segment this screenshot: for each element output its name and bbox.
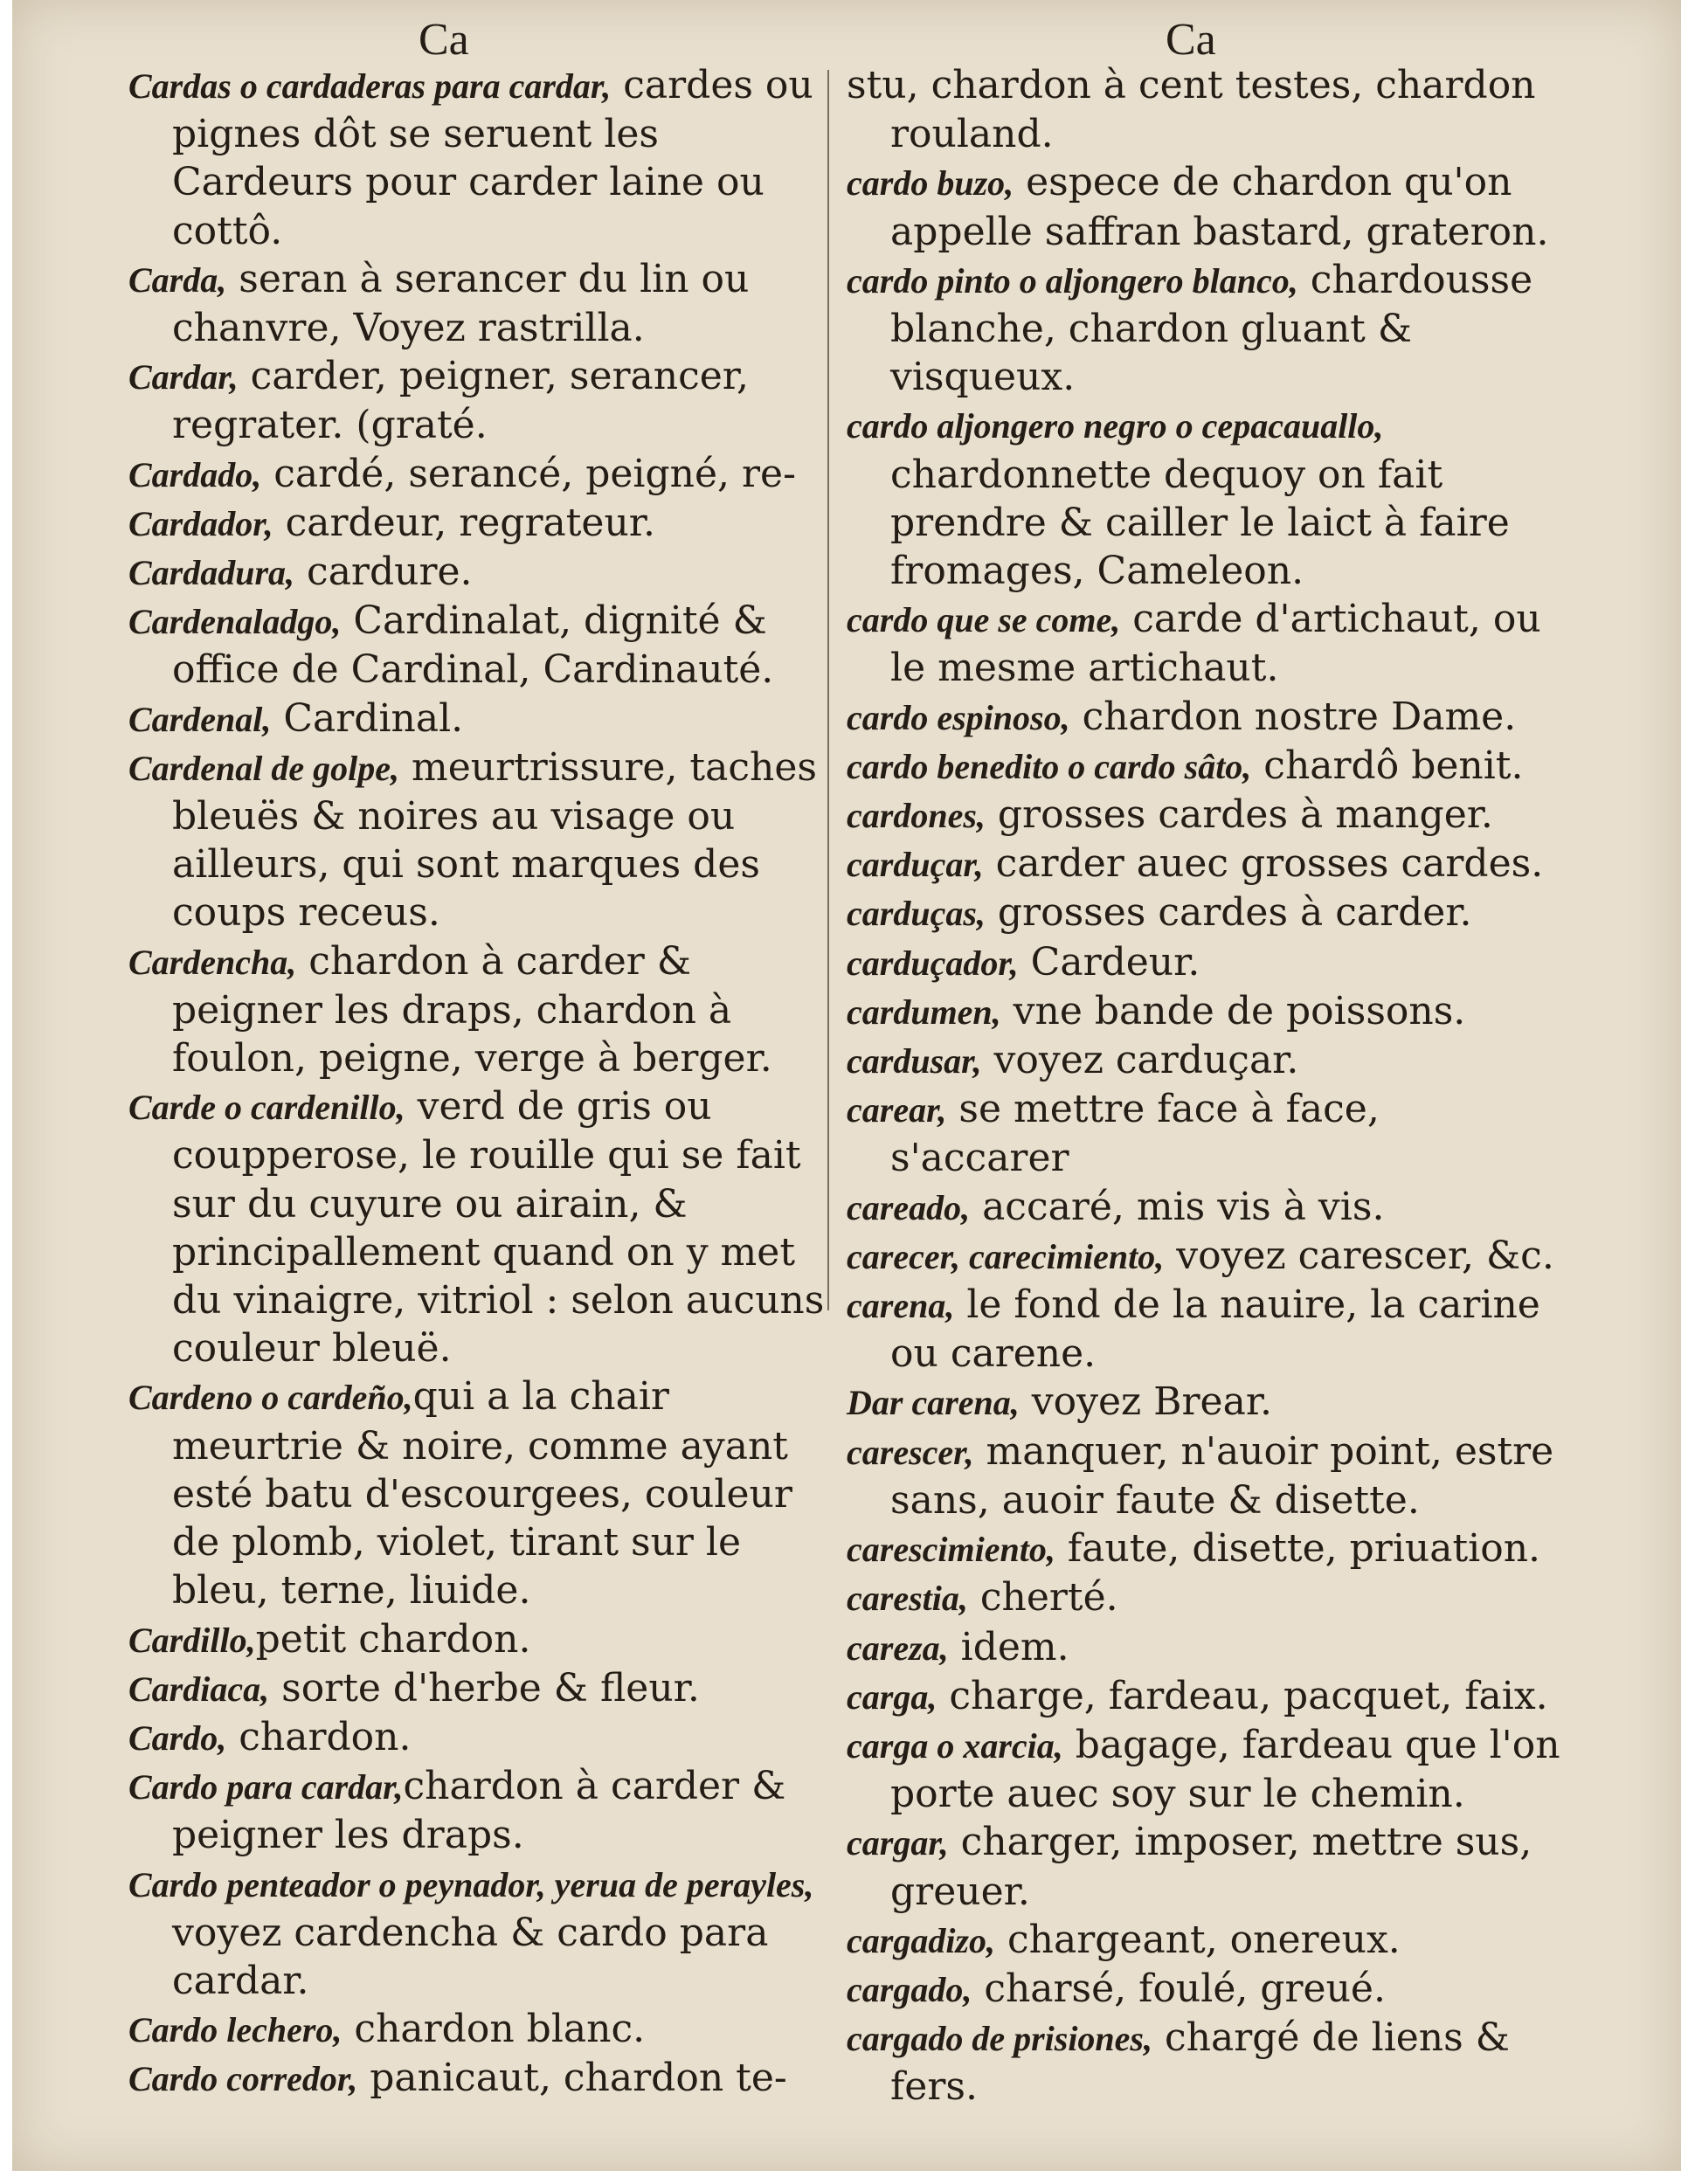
dictionary-entry (128, 1762, 845, 1859)
entry-term: carduçador, (847, 943, 1019, 983)
dictionary-entry (128, 352, 845, 449)
left-column (128, 61, 845, 2104)
entry-term: cargado, (847, 1969, 972, 2009)
dictionary-entry (128, 937, 845, 1083)
entry-definition: idem. (948, 1624, 1069, 1669)
entry-definition: qui a la chair meurtrie & noire, comme ayant esté batu d'escourgees, couleur de plomb, violet, tirant sur le bleu, terne, liuide. (172, 1374, 792, 1614)
dictionary-entry (847, 1672, 1563, 1721)
entry-term: Carde o cardenillo, (128, 1088, 405, 1128)
entry-definition: grosses cardes à carder. (985, 890, 1472, 936)
entry-definition: cardure. (294, 549, 473, 595)
entry-term: cardo buzo, (847, 163, 1014, 204)
entry-definition: carder auec grosses cardes. (983, 841, 1544, 887)
entry-term: cargadizo, (847, 1920, 995, 1960)
entry-definition: cherté. (967, 1575, 1118, 1621)
entry-definition: carder, peigner, serancer, regrater. (graté. (172, 354, 749, 448)
dictionary-entry (128, 499, 845, 548)
dictionary-entry (847, 888, 1563, 937)
dictionary-entry (847, 1036, 1563, 1085)
entry-definition: cardes ou pignes dôt se seruent les Cardeurs pour carder laine ou cottô. (172, 63, 813, 253)
entry-definition: grosses cardes à manger. (985, 792, 1493, 838)
entry-term: Cardadura, (128, 553, 295, 593)
entry-definition: le fond de la nauire, la carine ou carene. (890, 1282, 1540, 1377)
entry-definition: chardon à carder & peigner les draps. (172, 1764, 786, 1858)
entry-term: Cardo, (128, 1717, 227, 1758)
dictionary-entry (847, 1573, 1563, 1622)
dictionary-entry (847, 2014, 1563, 2111)
dictionary-entry (847, 1721, 1563, 1818)
entry-definition: voyez Brear. (1019, 1379, 1273, 1425)
entry-definition: Cardeur. (1018, 939, 1200, 985)
entry-definition: panicaut, chardon te- (357, 2056, 787, 2101)
entry-definition: sorte d'herbe & fleur. (269, 1665, 700, 1711)
dictionary-entry (847, 1281, 1563, 1378)
entry-term: Cardador, (128, 503, 273, 543)
entry-definition: accaré, mis vis à vis. (970, 1184, 1385, 1229)
entry-definition: Cardinalat, dignité & office de Cardinal, Cardinauté. (172, 598, 774, 693)
entry-definition: charge, fardeau, pacquet, faix. (937, 1673, 1548, 1718)
entry-definition: vne bande de poissons. (1000, 988, 1466, 1033)
entry-term: Cardiaca, (128, 1669, 270, 1709)
entry-definition: chardô benit. (1251, 743, 1524, 788)
dictionary-entry (847, 61, 1563, 158)
entry-term: carestia, (847, 1579, 968, 1619)
entry-term: cardo aljongero negro o cepacauallo, (847, 406, 1384, 446)
entry-term: Cardenal, (128, 699, 272, 739)
dictionary-entry (847, 256, 1563, 402)
entry-definition: cardeur, regrateur. (273, 500, 655, 545)
entry-term: Carda, (128, 259, 227, 300)
dictionary-entry (128, 597, 845, 694)
entry-definition: manquer, n'auoir point, estre sans, auoir faute & disette. (890, 1428, 1554, 1523)
entry-term: carecer, carecimiento, (847, 1236, 1165, 1276)
dictionary-entry (128, 695, 845, 743)
dictionary-entry (847, 1623, 1563, 1672)
dictionary-entry (847, 1378, 1563, 1427)
entry-term: careza, (847, 1628, 949, 1668)
entry-definition: espece de chardon qu'on appelle saffran bastard, grateron. (890, 160, 1549, 254)
entry-term: cardo espinoso, (847, 697, 1070, 737)
dictionary-entry (847, 840, 1563, 888)
entry-definition: voyez carduçar. (981, 1038, 1299, 1083)
entry-term: Cardo penteador o peynador, yerua de perayles, (128, 1864, 814, 1904)
entry-definition: faute, disette, priuation. (1055, 1526, 1541, 1572)
entry-term: cardones, (847, 796, 986, 836)
dictionary-page (12, 0, 1681, 2171)
entry-term: Cardo para cardar, (128, 1767, 404, 1807)
dictionary-entry (128, 743, 845, 937)
entry-definition: Cardinal. (271, 695, 464, 741)
entry-term: carga o xarcia, (847, 1725, 1063, 1766)
entry-term: careado, (847, 1187, 971, 1227)
entry-definition: chardon. (226, 1714, 412, 1759)
entry-term: Cardeno o cardeño, (128, 1378, 413, 1418)
entry-term: Cardenal de golpe, (128, 748, 399, 788)
dictionary-entry (128, 1713, 845, 1762)
entry-term: cardo benedito o cardo sâto, (847, 746, 1252, 786)
entry-definition: bagage, fardeau que l'on porte auec soy sur le chemin. (890, 1722, 1560, 1817)
entry-definition: se mettre face à face, s'accarer (890, 1087, 1380, 1181)
entry-definition: voyez cardencha & cardo para cardar. (172, 1910, 769, 2003)
entry-term: carena, (847, 1286, 955, 1326)
entry-definition: meurtrissure, taches bleuës & noires au visage ou ailleurs, qui sont marques des coups receus. (172, 744, 817, 936)
entry-definition: chardon blanc. (342, 2007, 646, 2052)
entry-definition: chardon à carder & peigner les draps, chardon à foulon, peigne, verge à berger. (172, 938, 772, 1082)
entry-term: Cardado, (128, 454, 262, 494)
dictionary-entry (128, 61, 845, 255)
entry-definition: chargé de liens & fers. (890, 2015, 1510, 2110)
entry-term: cargado de prisiones, (847, 2019, 1152, 2059)
dictionary-entry (847, 1818, 1563, 1915)
dictionary-entry (128, 1860, 845, 2006)
dictionary-entry (847, 938, 1563, 987)
entry-term: Cardo lechero, (128, 2010, 342, 2050)
dictionary-entry (128, 255, 845, 352)
dictionary-entry (128, 1372, 845, 1614)
entry-term: cardo pinto o aljongero blanco, (847, 260, 1298, 301)
dictionary-entry (847, 791, 1563, 840)
entry-definition: carde d'artichaut, ou le mesme artichaut. (890, 597, 1541, 691)
dictionary-entry (128, 2005, 845, 2054)
running-header-right: Ca (1166, 15, 1216, 65)
entry-term: carear, (847, 1090, 947, 1130)
dictionary-entry (128, 2054, 845, 2103)
entry-term: Cardas o cardaderas para cardar, (128, 66, 612, 106)
entry-term: cardo que se come, (847, 600, 1121, 640)
dictionary-entry (847, 595, 1563, 692)
dictionary-entry (847, 401, 1563, 595)
entry-term: Cardenaladgo, (128, 602, 342, 642)
entry-term: carescimiento, (847, 1530, 1055, 1570)
dictionary-entry (128, 1082, 845, 1372)
dictionary-entry (847, 1085, 1563, 1182)
entry-definition: charger, imposer, mettre sus, greuer. (890, 1820, 1532, 1914)
dictionary-entry (128, 1615, 845, 1664)
dictionary-entry (847, 693, 1563, 742)
entry-term: Cardo corredor, (128, 2059, 358, 2099)
running-header-left: Ca (419, 15, 469, 65)
entry-term: carduçar, (847, 845, 984, 885)
entry-term: Cardencha, (128, 942, 297, 982)
dictionary-entry (847, 158, 1563, 255)
entry-definition: chardousse blanche, chardon gluant & visqueux. (890, 257, 1533, 400)
entry-term: carduças, (847, 894, 986, 934)
entry-definition: voyez carescer, &c. (1164, 1233, 1554, 1278)
entry-definition: petit chardon. (255, 1616, 531, 1662)
entry-term: cardusar, (847, 1041, 982, 1082)
entry-term: Cardar, (128, 357, 239, 397)
entry-term: cargar, (847, 1823, 949, 1863)
entry-term: Cardillo, (128, 1620, 256, 1660)
dictionary-entry (847, 1232, 1563, 1281)
entry-term: carescer, (847, 1432, 974, 1472)
dictionary-entry (128, 1664, 845, 1713)
entry-definition: charsé, foulé, greué. (972, 1966, 1386, 2011)
dictionary-entry (847, 1524, 1563, 1573)
entry-definition: stu, chardon à cent testes, chardon rouland. (847, 63, 1536, 157)
entry-term: carga, (847, 1676, 937, 1717)
entry-term: cardumen, (847, 992, 1001, 1032)
right-column (847, 61, 1563, 2111)
dictionary-entry (128, 450, 845, 499)
dictionary-entry (847, 742, 1563, 791)
dictionary-entry (847, 987, 1563, 1036)
entry-definition: chargeant, onereux. (995, 1917, 1401, 1962)
entry-definition: cardé, serancé, peigné, re- (261, 451, 796, 496)
entry-definition: verd de gris ou coupperose, le rouille qui se fait sur du cuyure ou airain, & principallement quand on y met du vinaigre, vitriol : selon aucuns couleur bleuë. (172, 1084, 825, 1372)
column-divider (827, 70, 829, 1310)
dictionary-entry (847, 1427, 1563, 1524)
entry-definition: seran à serancer du lin ou chanvre, Voyez rastrilla. (172, 256, 750, 351)
dictionary-entry (847, 1916, 1563, 1965)
entry-definition: chardon nostre Dame. (1069, 694, 1517, 739)
dictionary-entry (847, 1183, 1563, 1232)
entry-term: Dar carena, (847, 1383, 1020, 1423)
dictionary-entry (847, 1965, 1563, 2014)
entry-definition: chardonnette dequoy on fait prendre & cailler le laict à faire fromages, Cameleon. (890, 452, 1510, 594)
dictionary-entry (128, 548, 845, 597)
